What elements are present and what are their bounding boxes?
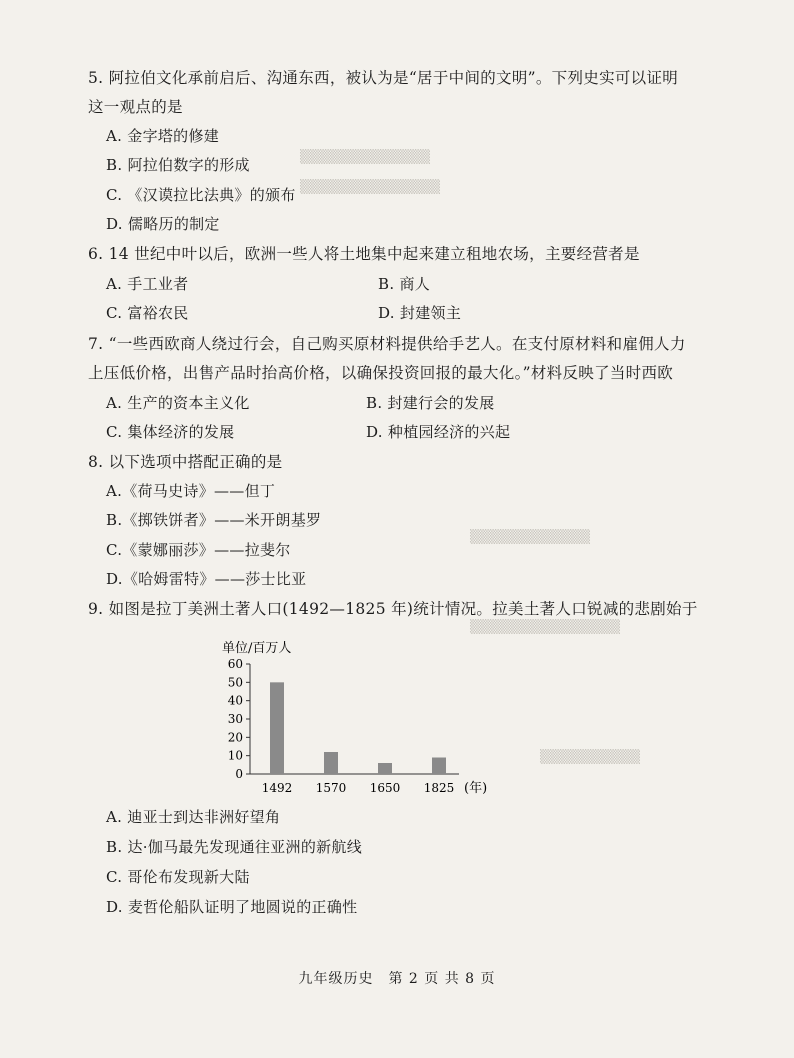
y-tick-label: 0: [235, 767, 243, 781]
q9-option-c: C. 哥伦布发现新大陆: [106, 868, 250, 886]
q9-option-d: D. 麦哲伦船队证明了地圆说的正确性: [106, 898, 358, 916]
bleed-through-text: ▒▒▒▒▒▒▒▒▒▒▒▒▒: [300, 150, 430, 165]
x-tick-label: 1650: [369, 781, 401, 795]
q6-option-d: D. 封建领主: [378, 304, 462, 322]
x-axis-unit-label: (年): [464, 781, 488, 796]
q9-stem: 9. 如图是拉丁美洲土著人口(1492—1825 年)统计情况。拉美土著人口锐减的悲剧始于: [88, 600, 698, 618]
y-tick-label: 10: [227, 748, 243, 763]
q9-option-b: B. 达·伽马最先发现通往亚洲的新航线: [106, 838, 363, 856]
q8-option-c: C.《蒙娜丽莎》——拉斐尔: [106, 541, 291, 559]
q6-option-c: C. 富裕农民: [106, 304, 189, 322]
q8-option-d: D.《哈姆雷特》——莎士比亚: [106, 570, 307, 588]
bar-1825: [432, 758, 446, 775]
q8-option-a: A.《荷马史诗》——但丁: [106, 482, 276, 500]
q7-option-c: C. 集体经济的发展: [106, 423, 235, 441]
bleed-through-text: ▒▒▒▒▒▒▒▒▒▒▒▒▒▒▒: [470, 620, 620, 635]
y-tick-label: 50: [227, 675, 243, 690]
q5-option-b: B. 阿拉伯数字的形成: [106, 156, 250, 174]
q6-option-a: A. 手工业者: [106, 275, 189, 293]
bar-1492: [270, 682, 284, 774]
chart-unit-label: 单位/百万人: [222, 641, 292, 656]
q5-option-d: D. 儒略历的制定: [106, 215, 220, 233]
y-tick-label: 30: [227, 712, 243, 726]
x-tick-label: 1570: [315, 781, 347, 795]
q6-option-b: B. 商人: [378, 275, 431, 293]
q5-option-a: A. 金字塔的修建: [106, 127, 220, 145]
q7-option-a: A. 生产的资本主义化: [106, 394, 250, 412]
page-footer: 九年级历史 第 2 页 共 8 页: [298, 971, 496, 987]
bar-1650: [378, 763, 392, 774]
bleed-through-text: ▒▒▒▒▒▒▒▒▒▒▒▒: [470, 530, 590, 545]
q8-stem: 8. 以下选项中搭配正确的是: [88, 453, 283, 471]
y-tick-label: 20: [227, 730, 243, 745]
q7-stem: 7. “一些西欧商人绕过行会，自己购买原材料提供给手艺人。在支付原材料和雇佣人力: [88, 335, 686, 353]
x-tick-label: 1492: [261, 781, 293, 795]
population-bar-chart: [214, 632, 514, 802]
q7-option-d: D. 种植园经济的兴起: [366, 423, 511, 441]
q7-stem-cont: 上压低价格，出售产品时抬高价格，以确保投资回报的最大化。”材料反映了当时西欧: [88, 364, 674, 382]
x-tick-label: 1825: [423, 781, 455, 795]
bleed-through-text: ▒▒▒▒▒▒▒▒▒▒▒▒▒▒: [300, 180, 440, 195]
y-tick-label: 60: [227, 657, 243, 671]
q7-option-b: B. 封建行会的发展: [366, 394, 495, 412]
q5-option-c: C. 《汉谟拉比法典》的颁布: [106, 186, 296, 204]
q6-stem: 6. 14 世纪中叶以后，欧洲一些人将土地集中起来建立租地农场，主要经营者是: [88, 245, 640, 263]
bleed-through-text: ▒▒▒▒▒▒▒▒▒▒: [540, 750, 640, 765]
q9-option-a: A. 迪亚士到达非洲好望角: [106, 808, 281, 826]
q5-stem-cont: 这一观点的是: [88, 98, 183, 116]
q8-option-b: B.《掷铁饼者》——米开朗基罗: [106, 511, 322, 529]
q5-stem: 5. 阿拉伯文化承前启后、沟通东西，被认为是“居于中间的文明”。下列史实可以证明: [88, 69, 679, 87]
bar-1570: [324, 752, 338, 774]
y-tick-label: 40: [227, 693, 243, 708]
